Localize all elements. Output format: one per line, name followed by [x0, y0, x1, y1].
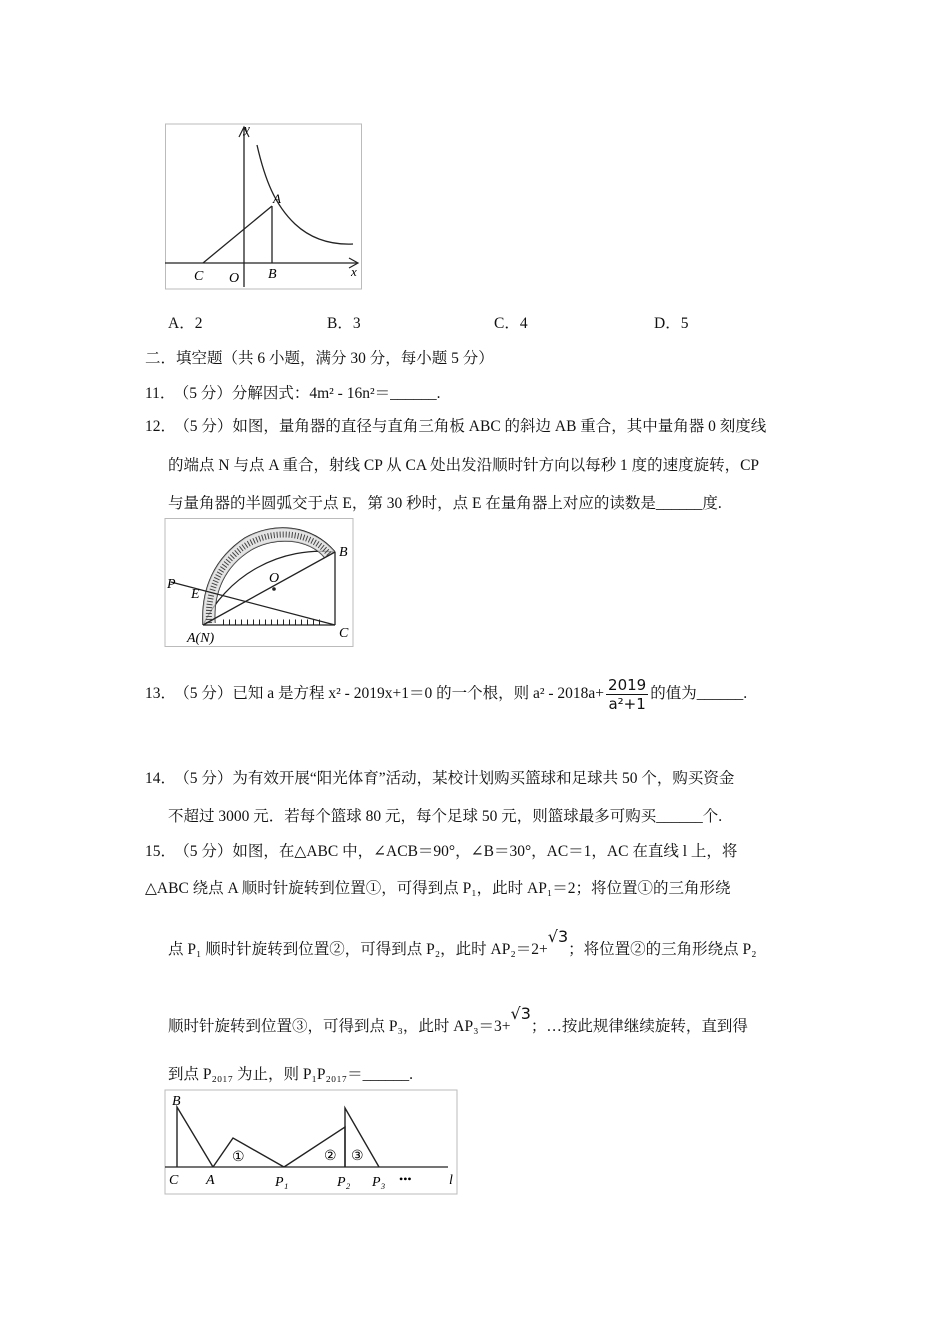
q13-text-b: 的值为______. [650, 685, 748, 703]
label-b: B [339, 545, 348, 560]
question-11 [145, 381, 440, 403]
q14-text-1: 为有效开展“阳光体育”活动，某校计划购买篮球和足球共 50 个，购买资金 [232, 770, 735, 787]
q15-sqrt-2: √3 [510, 1004, 531, 1023]
label-pos3: ③ [351, 1149, 364, 1164]
label-c: C [339, 626, 349, 641]
label-an: A(N) [187, 631, 215, 646]
q12-number: 12． [145, 418, 177, 435]
label-e: E [191, 587, 200, 602]
q12-score: （5 分） [182, 418, 233, 435]
option-b: B．3 [327, 315, 361, 332]
label-p2: P₂ [337, 1175, 351, 1190]
label-o: O [229, 271, 240, 286]
option-c: C．4 [494, 315, 528, 332]
label-c: C [194, 269, 204, 284]
q15-text-4a: 顺时针旋转到位置③，可得到点 P₃，此时 AP₃＝3+ [168, 1018, 511, 1035]
question-15-line1 [145, 839, 737, 861]
q15-line3 [168, 927, 757, 959]
figure-q10-graph [165, 120, 363, 290]
label-pos1: ① [232, 1150, 245, 1165]
q14-text-2: 不超过 3000 元．若每个篮球 80 元，每个足球 50 元，则篮球最多可购买______个. [168, 808, 723, 825]
figure-q15-rotations [163, 1088, 459, 1196]
question-14-line1 [145, 766, 734, 788]
q13-number: 13． [145, 685, 177, 703]
q13-frac-num: 2019 [608, 676, 647, 694]
q11-score: （5 分） [181, 385, 232, 402]
question-13 [145, 676, 747, 713]
q11-text: 分解因式：4m² - 16n²＝______. [231, 385, 441, 402]
q15-number: 15． [145, 843, 177, 860]
question-12-line1 [145, 414, 766, 436]
option-d: D．5 [654, 315, 689, 332]
label-b: B [172, 1094, 181, 1109]
label-p1: P₁ [275, 1175, 289, 1190]
q11-number: 11． [145, 385, 176, 402]
label-y: y [244, 121, 250, 136]
q14-score: （5 分） [182, 770, 233, 787]
q15-text-5: 到点 P₂₀₁₇ 为止，则 P₁P₂₀₁₇＝______. [168, 1066, 413, 1083]
q12-text-1: 如图，量角器的直径与直角三角板 ABC 的斜边 AB 重合，其中量角器 0 刻度线 [232, 418, 767, 435]
label-a: A [273, 191, 281, 206]
label-l: l [449, 1173, 453, 1188]
q13-score: （5 分） [182, 685, 233, 703]
figure-q12-protractor [163, 518, 355, 648]
q15-text-1: 如图，在△ABC 中，∠ACB＝90°，∠B＝30°，AC＝1，AC 在直线 l 上，将 [232, 843, 738, 860]
q15-text-4b: ；…按此规律继续旋转，直到得 [530, 1018, 748, 1035]
q12-text-3: 与量角器的半圆弧交于点 E，第 30 秒时，点 E 在量角器上对应的读数是______度. [168, 495, 722, 512]
q15-sqrt-1: √3 [547, 927, 569, 946]
label-p: P [167, 577, 176, 592]
q15-line4 [168, 1004, 748, 1036]
label-pos2: ② [324, 1149, 337, 1164]
label-b: B [268, 267, 277, 282]
q12-text-2: 的端点 N 与点 A 重合，射线 CP 从 CA 处出发沿顺时针方向以每秒 1 度的速度旋转，CP [168, 457, 760, 474]
section-title: 二．填空题（共 6 小题，满分 30 分，每小题 5 分） [145, 350, 494, 367]
q15-text-2: △ABC 绕点 A 顺时针旋转到位置①，可得到点 P₁，此时 AP₁＝2；将位置①的三角形绕 [145, 880, 731, 897]
q13-text-a: 已知 a 是方程 x² - 2019x+1＝0 的一个根，则 a² - 2018a+ [232, 685, 605, 703]
label-dots: ••• [399, 1172, 412, 1186]
q15-text-3a: 点 P₁ 顺时针旋转到位置②，可得到点 P₂，此时 AP₂＝2+ [168, 941, 548, 958]
label-c: C [169, 1173, 179, 1188]
option-a: A．2 [168, 315, 203, 332]
q14-number: 14． [145, 770, 177, 787]
label-o: O [269, 571, 280, 586]
q13-fraction [606, 676, 648, 713]
q15-score: （5 分） [182, 843, 233, 860]
q13-frac-den: a²+1 [606, 694, 648, 713]
label-p3: P₃ [372, 1175, 386, 1190]
label-a: A [206, 1173, 215, 1188]
q15-text-3b: ；将位置②的三角形绕点 P₂ [568, 941, 757, 958]
label-x: x [351, 264, 357, 279]
